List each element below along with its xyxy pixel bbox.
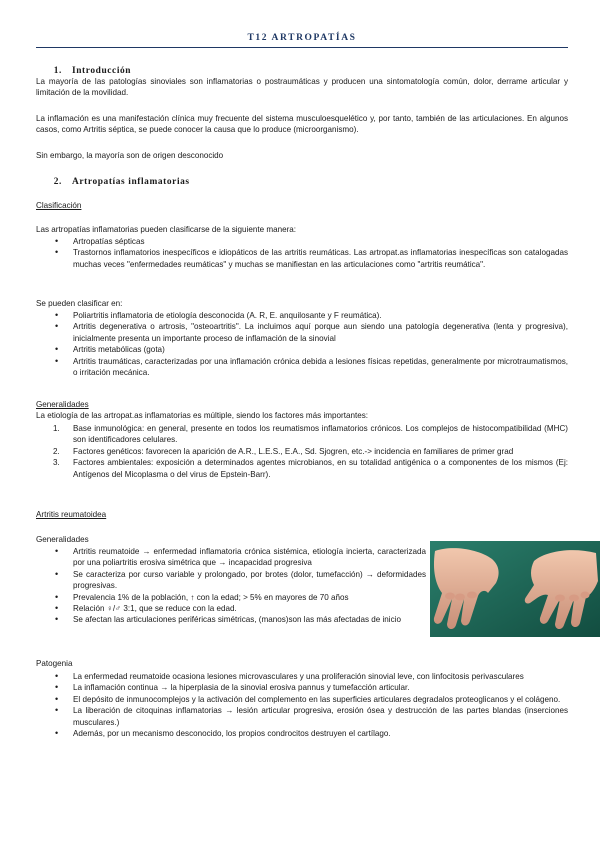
clasificacion-list	[36, 236, 568, 270]
intro-paragraph-3: Sin embargo, la mayoría son de origen desconocido	[36, 151, 224, 160]
artritis-generalidades-list	[36, 546, 426, 626]
generalidades-title: Generalidades	[36, 400, 89, 409]
list-number: 2.	[53, 446, 60, 456]
intro-paragraph-2: La inflamación es una manifestación clínica muy frecuente del sistema musculoesquelético y, por tanto, también de las articulaciones. En algunos casos, como Artritis séptica, se puede conocer la causa que lo produce (microorganismo).	[36, 114, 568, 135]
patogenia-label: Patogenia	[36, 659, 73, 668]
list-item: • Artritis degenerativa o artrosis, "osteoartritis". La incluimos aquí porque aun siendo una patología degenerativa (lenta y progresiva), inicialmente presenta un importante proceso de inflamación de la sinovial	[36, 321, 568, 344]
generalidades-list	[36, 423, 568, 480]
rheumatoid-hands-image	[430, 541, 600, 637]
swollen-joint	[445, 593, 455, 600]
list-item: • Poliartritis inflamatoria de etiología desconocida (A. R, E. anquilosante y F reumática).	[36, 310, 568, 321]
list-item: • Se caracteriza por curso variable y prolongado, por brotes (dolor, tumefacción) → deformidades progresivas.	[36, 569, 426, 592]
swollen-joint	[581, 592, 590, 599]
list-item: • Trastornos inflamatorios inespecíficos e idiopáticos de las artritis reumáticas. Las artropat.as inflamatorias inespecíficas son catalogadas muchas veces "enfermedades reumáticas" y muchas se manifiestan en las articulaciones como "artritis reumática".	[36, 247, 568, 270]
list-item: • La liberación de citoquinas inflamatorias → lesión articular progresiva, erosión ósea y destrucción de las partes blandas (inserciones musculares.)	[36, 705, 568, 728]
list-item: • Además, por un mecanismo desconocido, los propios condrocitos destruyen el cartílago.	[36, 728, 568, 739]
list-item: • Relación ♀/♂ 3:1, que se reduce con la edad.	[36, 603, 426, 614]
list-text: Factores genéticos: favorecen la aparición de A.R., L.E.S., E.A., Sd. Sjogren, etc.-> incidencia en familiares de primer grad	[73, 446, 514, 456]
list-item: • Se afectan las articulaciones periféricas simétricas, (manos)son las más afectadas de inicio	[36, 614, 426, 625]
list-item: • Prevalencia 1% de la población, ↑ con la edad; > 5% en mayores de 70 años	[36, 592, 426, 603]
intro-paragraph-1: La mayoría de las patologías sinoviales son inflamatorias o postraumáticas y producen una sintomatología común, dolor, derrame articular y limitación de la movilidad.	[36, 77, 568, 98]
page-header-title: T12 ARTROPATÍAS	[247, 33, 357, 43]
list-item: • Artritis traumáticas, caracterizadas por una inflamación crónica debida a lesiones físicas repetidas, generalmente por microtraumatismos, o irritación mecánica.	[36, 356, 568, 379]
clasificacion-list-2	[36, 310, 568, 378]
clasificacion-intro-2: Se pueden clasificar en:	[36, 299, 123, 308]
list-item	[36, 446, 568, 457]
list-number: 3.	[53, 458, 60, 468]
swollen-joint	[467, 592, 477, 599]
patogenia-list	[36, 671, 568, 739]
generalidades-intro: La etiología de las artropat.as inflamatorias es múltiple, siendo los factores más importantes:	[36, 411, 369, 420]
section-2-heading	[36, 177, 568, 188]
section-2-title: Artropatías inflamatorias	[72, 177, 190, 187]
list-text: Factores ambientales: exposición a determinados agentes microbianos, en su totalidad antigénica o a componentes de los mismos (Ej: Antígenos del Micoplasma o del virus de Epstein-Barr).	[73, 458, 568, 479]
artritis-generalidades-label: Generalidades	[36, 535, 89, 544]
swollen-joint	[569, 595, 579, 602]
clasificacion-title: Clasificación	[36, 201, 82, 210]
header-divider	[36, 47, 568, 48]
list-item: • El depósito de inmunocomplejos y la activación del complemento en las superficies articulares degradalos proteoglicanos y el colágeno.	[36, 694, 568, 705]
section-1-title: Introducción	[72, 66, 132, 76]
list-item	[36, 423, 568, 446]
section-2-number: 2.	[53, 177, 62, 187]
list-item: • La enfermedad reumatoide ocasiona lesiones microvasculares y una proliferación sinovial leve, con linfocitosis perivasculares	[36, 671, 568, 682]
list-item	[36, 457, 568, 480]
swollen-joint	[555, 595, 565, 602]
list-item: • La inflamación continua → la hiperplasia de la sinovial erosiva pannus y tumefacción articular.	[36, 682, 568, 693]
list-number: 1.	[53, 424, 60, 433]
swollen-joint	[455, 594, 465, 601]
artritis-reumatoidea-title: Artritis reumatoidea	[36, 510, 107, 519]
hands-illustration	[430, 541, 600, 637]
section-1-number: 1.	[53, 66, 62, 76]
list-text: Base inmunológica: en general, presente en todos los reumatismos inflamatorios crónicos. Los complejos de histocompatibilidad (MHC) son identificadores celulares.	[73, 424, 568, 445]
clasificacion-intro: Las artropatías inflamatorias pueden clasificarse de la siguiente manera:	[36, 225, 297, 234]
list-item: • Artritis reumatoide → enfermedad inflamatoria crónica sistémica, etiología incierta, caracterizada por una poliartritis erosiva simétrica que → incapacidad progresiva	[36, 546, 426, 569]
list-item: • Artropatías sépticas	[36, 236, 568, 247]
list-item: • Artritis metabólicas (gota)	[36, 344, 568, 355]
